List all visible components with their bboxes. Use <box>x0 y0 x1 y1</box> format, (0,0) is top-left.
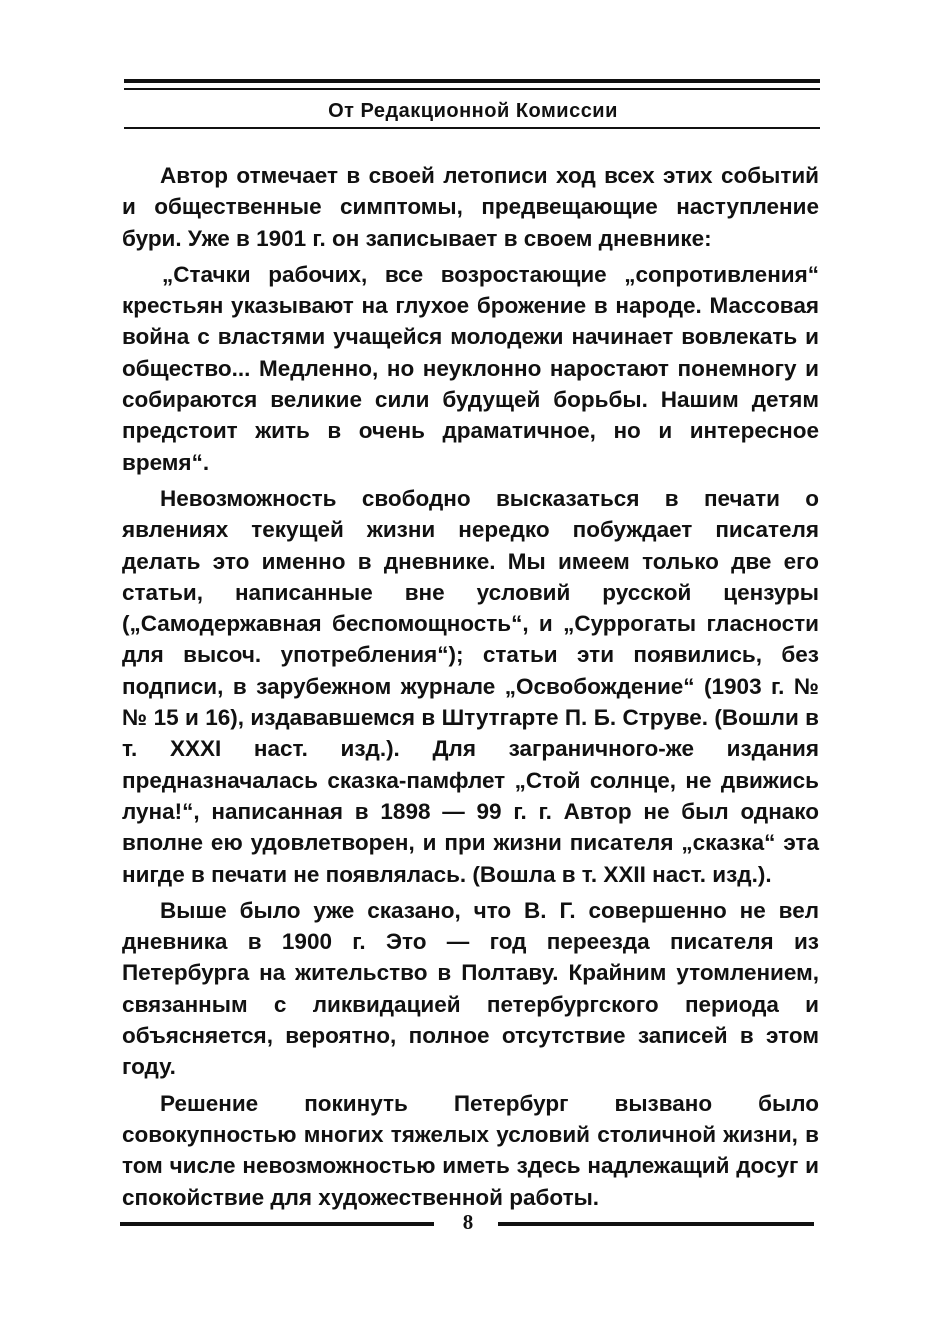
paragraph: Автор отмечает в своей летописи ход всех этих событий и общественные симптомы, предвещающие наступление бури. Уже в 1901 г. он записывает в своем дневнике: <box>122 163 819 251</box>
running-title: От Редакционной Комиссии <box>328 100 618 122</box>
footer-rule-right <box>498 1222 814 1226</box>
footer-rule-left <box>120 1222 434 1226</box>
header-rule-bottom <box>124 127 820 129</box>
diary-quote: „Стачки рабочих, все возростающие „сопротивления“ крестьян указывают на глухое брожение в народе. Массовая война с властями учащейся молодежи начинает вовлекать и общество... Медленно, но неуклонно наростают понемногу и собираются великие сили будущей борьбы. Нашим детям предстоит жить в очень драматичное, но и интересное время“. <box>122 261 819 475</box>
paragraph: Решение покинуть Петербург вызвано было совокупностью многих тяжелых условий столичной жизни, в том числе невозможностью иметь здесь надлежащий досуг и спокойствие для художественной работы. <box>122 1090 819 1210</box>
paragraph: Выше было уже сказано, что В. Г. совершенно не вел дневника в 1900 г. Это — год переезда писателя из Петербурга на жительство в Полтаву. Крайним утомлением, связанным с ликвидацией петербургского периода и объясняется, вероятно, полное отсутствие записей в этом году. <box>122 897 819 1080</box>
paragraph: Невозможность свободно высказаться в печати о явлениях текущей жизни нередко побуждает писателя делать это именно в дневнике. Мы имеем только две его статьи, написанные вне условий русской цензуры („Самодержавная беспомощность“, и „Суррогаты гласности для высоч. употребления“); статьи эти появились, без подписи, в зарубежном журнале „Освобождение“ (1903 г. №№ 15 и 16), издававшемся в Штутгарте П. Б. Струве. (Вошли в т. XXXI наст. изд.). Для заграничного-же издания предназначалась сказка-памфлет „Стой солнце, не движись луна!“, написанная в 1898 — 99 г. г. Автор не был однако вполне ею удовлетворен, и при жизни писателя „сказка“ эта нигде в печати не появлялась. (Вошла в т. XXII наст. изд.). <box>122 485 819 887</box>
page-footer <box>120 1208 814 1242</box>
header-rule-thin <box>124 88 820 90</box>
header-rule-thick <box>124 79 820 83</box>
page-number: 8 <box>462 1210 474 1234</box>
body-text <box>122 160 819 1218</box>
